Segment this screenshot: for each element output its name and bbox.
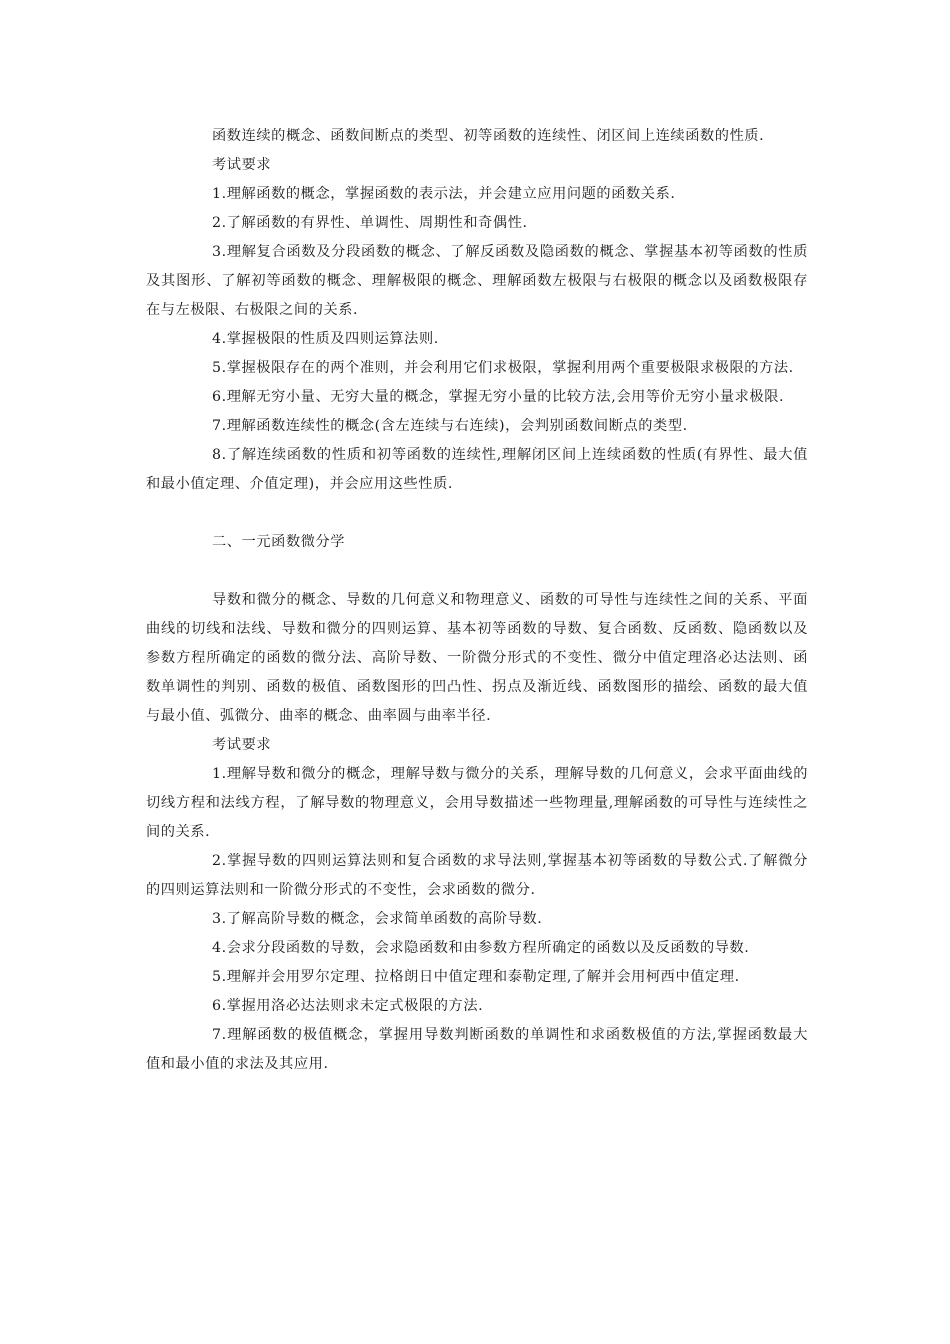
- section2-requirement-5: 5.理解并会用罗尔定理、拉格朗日中值定理和泰勒定理,了解并会用柯西中值定理.: [212, 969, 740, 985]
- section1-requirement-3: 3.理解复合函数及分段函数的概念、了解反函数及隐函数的概念、掌握基本初等函数的性质及其图形、了解初等函数的概念、理解极限的概念、理解函数左极限与右极限的概念以及函数极限存在与左极限、右极限之间的关系.: [146, 244, 808, 318]
- section2-requirements-heading: 考试要求: [212, 737, 272, 753]
- section1-requirement-4: 4.掌握极限的性质及四则运算法则.: [212, 331, 439, 347]
- section2-requirement-6: 6.掌握用洛必达法则求未定式极限的方法.: [212, 998, 484, 1014]
- section1-requirement-5: 5.掌握极限存在的两个准则，并会利用它们求极限，掌握利用两个重要极限求极限的方法.: [212, 360, 794, 376]
- document-page: [146, 122, 808, 1079]
- section1-requirement-1: 1.理解函数的概念，掌握函数的表示法，并会建立应用问题的函数关系.: [212, 186, 676, 202]
- section2-requirement-1: 1.理解导数和微分的概念，理解导数与微分的关系，理解导数的几何意义，会求平面曲线的切线方程和法线方程，了解导数的物理意义，会用导数描述一些物理量,理解函数的可导性与连续性之间的关系.: [146, 766, 808, 840]
- section2-requirement-4: 4.会求分段函数的导数，会求隐函数和由参数方程所确定的函数以及反函数的导数.: [212, 940, 750, 956]
- section1-requirements-heading: 考试要求: [212, 157, 272, 173]
- section2-requirement-3: 3.了解高阶导数的概念，会求简单函数的高阶导数.: [212, 911, 543, 927]
- section1-requirement-2: 2.了解函数的有界性、单调性、周期性和奇偶性.: [212, 215, 528, 231]
- section1-requirement-8: 8.了解连续函数的性质和初等函数的连续性,理解闭区间上连续函数的性质(有界性、最大值和最小值定理、介值定理)，并会应用这些性质.: [146, 447, 808, 492]
- section2-requirement-2: 2.掌握导数的四则运算法则和复合函数的求导法则,掌握基本初等函数的导数公式.了解微分的四则运算法则和一阶微分形式的不变性，会求函数的微分.: [146, 853, 808, 898]
- section2-title: 二、一元函数微分学: [212, 534, 346, 550]
- section2-requirement-7: 7.理解函数的极值概念，掌握用导数判断函数的单调性和求函数极值的方法,掌握函数最大值和最小值的求法及其应用.: [146, 1027, 808, 1072]
- section1-requirement-6: 6.理解无穷小量、无穷大量的概念，掌握无穷小量的比较方法,会用等价无穷小量求极限.: [212, 389, 785, 405]
- section2-intro: 导数和微分的概念、导数的几何意义和物理意义、函数的可导性与连续性之间的关系、平面曲线的切线和法线、导数和微分的四则运算、基本初等函数的导数、复合函数、反函数、隐函数以及参数方程所确定的函数的微分法、高阶导数、一阶微分形式的不变性、微分中值定理洛必达法则、函数单调性的判别、函数的极值、函数图形的凹凸性、拐点及渐近线、函数图形的描绘、函数的最大值与最小值、弧微分、曲率的概念、曲率圆与曲率半径.: [146, 592, 808, 724]
- section1-intro: 函数连续的概念、函数间断点的类型、初等函数的连续性、闭区间上连续函数的性质.: [212, 128, 765, 144]
- section1-requirement-7: 7.理解函数连续性的概念(含左连续与右连续)，会判别函数间断点的类型.: [212, 418, 688, 434]
